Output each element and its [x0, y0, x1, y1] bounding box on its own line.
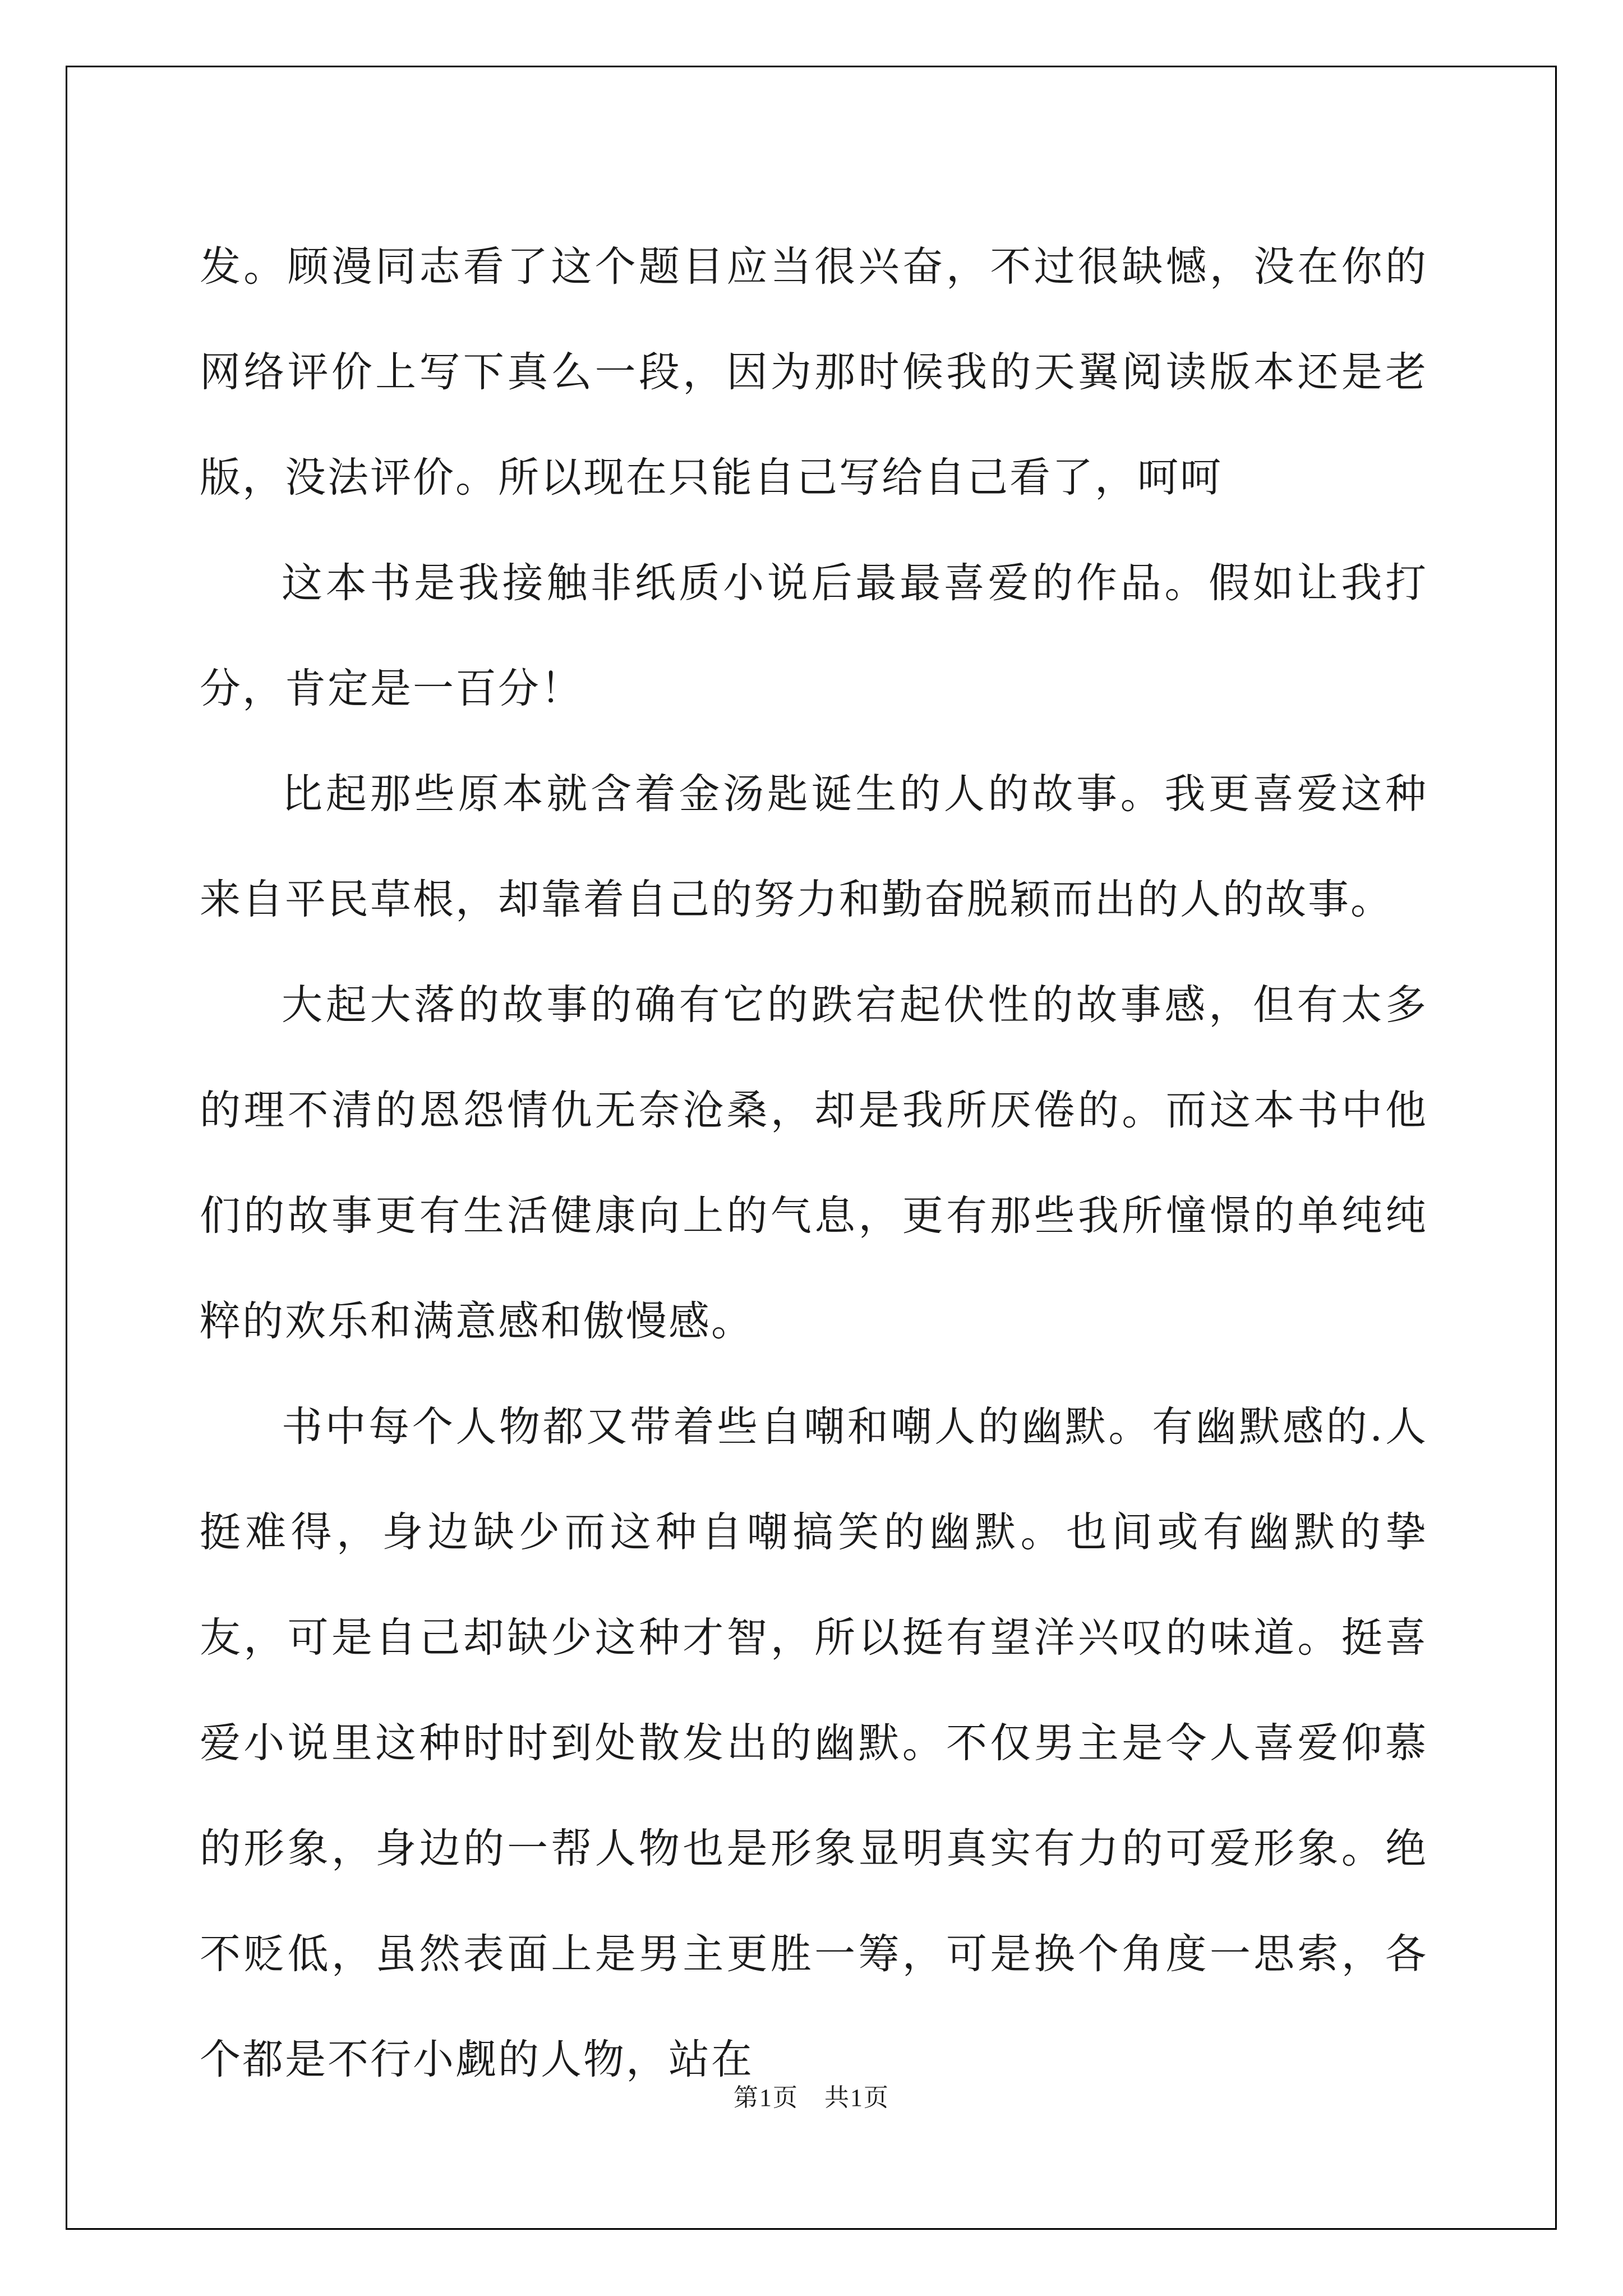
paragraph-5: 书中每个人物都又带着些自嘲和嘲人的幽默。有幽默感的.人挺难得，身边缺少而这种自嘲搞笑的幽默。也间或有幽默的挚友，可是自己却缺少这种才智，所以挺有望洋兴叹的味道。挺喜爱小说里这种时时到处散发出的幽默。不仅男主是令人喜爱仰慕的形象，身边的一帮人物也是形象显明真实有力的可爱形象。绝不贬低，虽然表面上是男主更胜一筹，可是换个角度一思索，各个都是不行小觑的人物，站在: [200, 1403, 1428, 2083]
page-number-footer: 第1页 共1页: [734, 2084, 889, 2111]
paragraph-3: 比起那些原本就含着金汤匙诞生的人的故事。我更喜爱这种来自平民草根，却靠着自己的努力和勤奋脱颖而出的人的故事。: [200, 770, 1428, 923]
paragraph-2: 这本书是我接触非纸质小说后最最喜爱的作品。假如让我打分，肯定是一百分！: [200, 559, 1428, 712]
paragraph-4: 大起大落的故事的确有它的跌宕起伏性的故事感，但有太多的理不清的恩怨情仇无奈沧桑，却是我所厌倦的。而这本书中他们的故事更有生活健康向上的气息，更有那些我所憧憬的单纯纯粹的欢乐和满意感和傲慢感。: [200, 981, 1428, 1345]
paragraph-1: 发。顾漫同志看了这个题目应当很兴奋，不过很缺憾，没在你的网络评价上写下真么一段，因为那时候我的天翼阅读版本还是老版，没法评价。所以现在只能自己写给自己看了，呵呵: [200, 243, 1428, 501]
document-body: [200, 214, 1428, 2113]
